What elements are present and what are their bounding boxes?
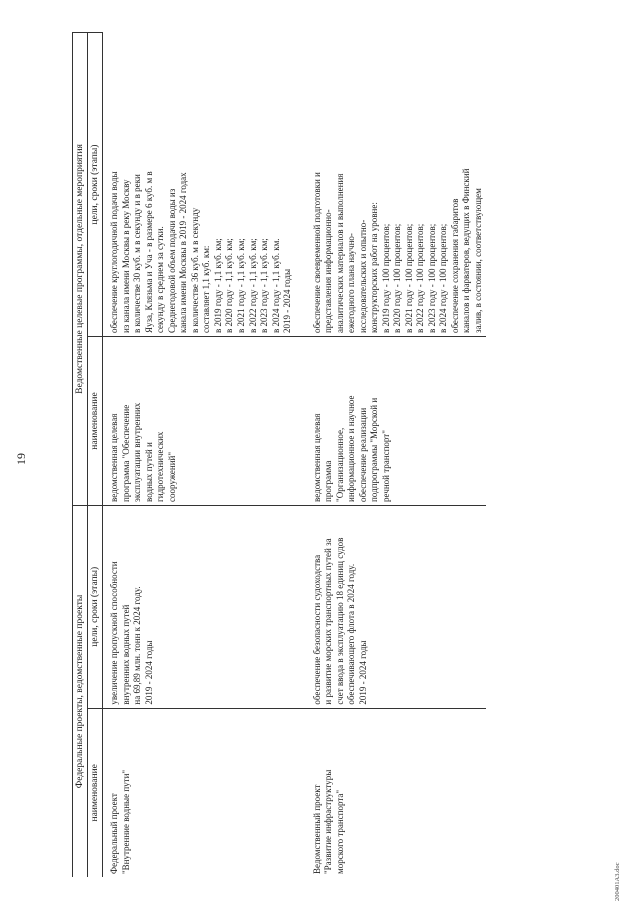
project-goals-cell [308,505,487,708]
cell-line: 2019 - 2024 годы [143,640,154,705]
project-name-cell [308,708,487,877]
cell-line: обеспечение своевременной подготовки и [311,172,322,334]
project-goals-cell [103,505,308,708]
program-goals-cell [308,33,487,337]
cell-line: Среднегодовой объем подачи воды из [166,188,177,334]
cell-line: исследовательских и опытно- [357,219,368,334]
cell-line: в 2023 году - 1,1 куб. км; [259,238,270,334]
cell-line: подпрограммы "Морской и [369,397,380,502]
cell-line: обеспечение реализации [357,407,368,502]
cell-line: в 2024 году - 100 процентов; [438,223,449,334]
cell-line: в 2019 году - 1,1 куб. км; [212,238,223,334]
cell-line: в 2021 году - 1,1 куб. км; [235,238,246,334]
header-goals-col-2: цели, сроки (этапы) [88,33,103,337]
cell-line: представления информационно- [323,209,334,334]
cell-line: на 69,89 млн. тонн к 2024 году. [132,586,143,705]
cell-line: в 2020 году - 1,1 куб. км; [224,238,235,334]
cell-line: Ведомственный проект [311,784,322,874]
cell-line: секунду в среднем за сутки. [155,226,166,334]
cell-line: в 2019 году - 100 процентов; [380,223,391,334]
cell-line: 2019 - 2024 годы [282,268,293,334]
cell-line: составляет 1,1 куб. км: [201,245,212,334]
cell-line: внутренних водных путей [120,604,131,705]
program-name-cell [308,337,487,506]
header-federal-projects: Федеральные проекты, ведомственные проекты [73,505,88,877]
cell-line: обеспечение круглогодичной подачи воды [109,171,120,334]
cell-line: в 2021 году - 100 процентов; [403,223,414,334]
cell-line: из канала имени Москвы в реку Москву [120,179,131,334]
program-name-cell [103,337,308,506]
cell-line: обеспечение безопасности судоходства [311,554,322,705]
cell-line: в 2022 году - 1,1 куб. км; [247,238,258,334]
cell-line: аналитических материалов и выполнения [334,173,345,334]
cell-line: каналов и фарватеров, ведущих в Финский [461,168,472,334]
project-name-cell [103,708,308,877]
cell-line: в количестве 36 куб. м в секунду [189,207,200,334]
cell-line: обеспечивающего флота в 2024 году. [346,563,357,705]
cell-line: ведомственная целевая [311,413,322,502]
cell-line: речной транспорт" [380,430,391,502]
cell-line: залив, в состоянии, соответствующем [472,188,483,334]
footer-filename: 200401A3.doc [614,862,621,901]
cell-line: ведомственная целевая [109,413,120,502]
table-row [103,33,308,878]
header-name-col-2: наименование [88,337,103,506]
programs-table [72,32,486,877]
cell-line: 2019 - 2024 годы [357,640,368,705]
cell-line: эксплуатации внутренних [132,402,143,502]
cell-line: "Развитие инфраструктуры [323,769,334,874]
header-departmental-programs: Ведомственные целевые программы, отдельные мероприятия [73,33,88,506]
header-goals-col-1: цели, сроки (этапы) [88,505,103,708]
cell-line: ежегодного плана научно- [346,233,357,334]
cell-line: Яуза, Клязьма и Уча - в размере 6 куб. м в [143,171,154,334]
cell-line: в 2022 году - 100 процентов; [415,223,426,334]
cell-line: "Внутренние водные пути" [120,769,131,874]
cell-line: в 2020 году - 100 процентов; [392,223,403,334]
table-row [308,33,487,878]
cell-line: морского транспорта" [334,789,345,874]
cell-line: информационное и научное [346,395,357,502]
cell-line: водных путей и [143,442,154,502]
cell-line: программа [323,460,334,502]
cell-line: обеспечение сохранения габаритов [449,198,460,334]
page-number: 19 [14,453,28,465]
cell-line: счет ввода в эксплуатацию 18 единиц судов [334,537,345,705]
cell-line: канала имени Москвы в 2019 - 2024 годах [178,172,189,334]
cell-line: и развитие морских транспортных путей за [323,538,334,705]
header-name-col-1: наименование [88,708,103,877]
program-goals-cell [103,33,308,337]
cell-line: увеличение пропускной способности [109,561,120,705]
cell-line: конструкторских работ на уровне: [369,202,380,334]
cell-line: в 2023 году - 100 процентов; [426,223,437,334]
cell-line: гидротехнических [155,431,166,502]
cell-line: "Организационное, [334,427,345,502]
cell-line: программа "Обеспечение [120,404,131,502]
cell-line: Федеральный проект [109,793,120,874]
cell-line: в 2024 году - 1,1 куб. км. [270,238,281,334]
cell-line: сооружений" [166,451,177,502]
cell-line: в количестве 30 куб. м в секунду и в реки [132,174,143,334]
